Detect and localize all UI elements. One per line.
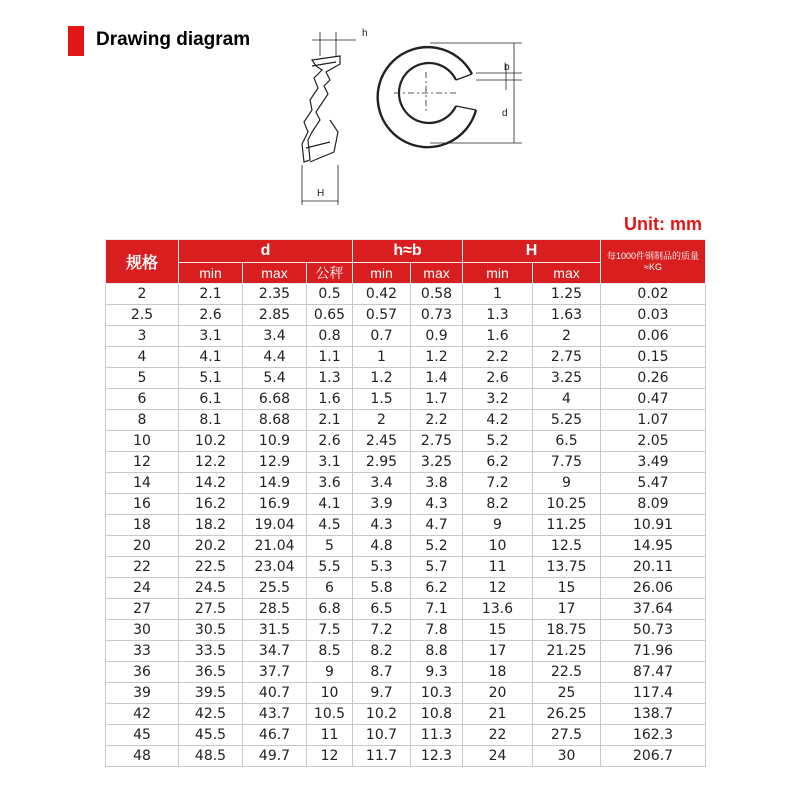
table-cell: 23.04 [243, 557, 307, 578]
table-cell: 0.26 [601, 368, 706, 389]
table-cell: 18 [106, 515, 179, 536]
table-cell: 9 [533, 473, 601, 494]
table-cell: 0.15 [601, 347, 706, 368]
table-cell: 7.2 [353, 620, 411, 641]
table-cell: 0.7 [353, 326, 411, 347]
table-cell: 2.6 [463, 368, 533, 389]
table-row [106, 683, 706, 704]
table-cell: 206.7 [601, 746, 706, 767]
table-cell: 1.7 [411, 389, 463, 410]
label-b: b [504, 62, 510, 73]
table-cell: 5.2 [463, 431, 533, 452]
table-cell: 10.2 [353, 704, 411, 725]
table-cell: 0.8 [307, 326, 353, 347]
table-row [106, 620, 706, 641]
table-cell: 15 [463, 620, 533, 641]
table-cell: 1.1 [307, 347, 353, 368]
table-cell: 0.42 [353, 284, 411, 305]
subheader-H-max: max [533, 263, 601, 284]
table-cell: 22.5 [533, 662, 601, 683]
page-title: Drawing diagram [96, 29, 251, 50]
title-accent-bar [68, 26, 84, 56]
table-cell: 4.7 [411, 515, 463, 536]
table-cell: 39.5 [179, 683, 243, 704]
table-cell: 17 [533, 599, 601, 620]
table-row [106, 326, 706, 347]
table-cell: 8.68 [243, 410, 307, 431]
table-cell: 5.2 [411, 536, 463, 557]
table-cell: 1.63 [533, 305, 601, 326]
table-row [106, 662, 706, 683]
table-cell: 12 [307, 746, 353, 767]
mass-header: 每1000件钢制品的质量≈KG [601, 240, 706, 284]
table-cell: 7.8 [411, 620, 463, 641]
table-cell: 28.5 [243, 599, 307, 620]
table-cell: 40.7 [243, 683, 307, 704]
table-cell: 42.5 [179, 704, 243, 725]
table-row [106, 410, 706, 431]
table-cell: 1.3 [307, 368, 353, 389]
table-cell: 26.06 [601, 578, 706, 599]
table-row [106, 725, 706, 746]
table-cell: 5.25 [533, 410, 601, 431]
table-cell: 8 [106, 410, 179, 431]
table-cell: 30.5 [179, 620, 243, 641]
table-cell: 22 [463, 725, 533, 746]
table-cell: 6 [106, 389, 179, 410]
table-cell: 5 [307, 536, 353, 557]
table-cell: 1 [463, 284, 533, 305]
table-cell: 11 [463, 557, 533, 578]
table-cell: 25 [533, 683, 601, 704]
table-cell: 2.2 [463, 347, 533, 368]
spring-washer-spec-table [105, 239, 706, 767]
table-cell: 10 [106, 431, 179, 452]
table-cell: 6.8 [307, 599, 353, 620]
table-cell: 2.05 [601, 431, 706, 452]
table-cell: 6.2 [463, 452, 533, 473]
table-cell: 8.09 [601, 494, 706, 515]
table-cell: 4.3 [411, 494, 463, 515]
table-cell: 4 [106, 347, 179, 368]
table-cell: 10.3 [411, 683, 463, 704]
table-cell: 12 [106, 452, 179, 473]
table-cell: 162.3 [601, 725, 706, 746]
table-cell: 8.5 [307, 641, 353, 662]
table-cell: 30 [106, 620, 179, 641]
table-cell: 21 [463, 704, 533, 725]
table-cell: 3.1 [179, 326, 243, 347]
table-row [106, 389, 706, 410]
table-cell: 4.1 [307, 494, 353, 515]
label-H: H [317, 188, 325, 199]
table-row [106, 284, 706, 305]
table-cell: 12.5 [533, 536, 601, 557]
table-row [106, 557, 706, 578]
table-cell: 8.8 [411, 641, 463, 662]
table-cell: 3.6 [307, 473, 353, 494]
table-cell: 5.7 [411, 557, 463, 578]
table-cell: 25.5 [243, 578, 307, 599]
table-cell: 10 [307, 683, 353, 704]
table-cell: 45 [106, 725, 179, 746]
table-cell: 2.35 [243, 284, 307, 305]
table-cell: 27.5 [179, 599, 243, 620]
table-cell: 3.4 [353, 473, 411, 494]
table-cell: 0.5 [307, 284, 353, 305]
table-row [106, 431, 706, 452]
table-cell: 17 [463, 641, 533, 662]
table-cell: 20 [106, 536, 179, 557]
table-cell: 3 [106, 326, 179, 347]
table-cell: 4.4 [243, 347, 307, 368]
table-cell: 2.1 [179, 284, 243, 305]
table-cell: 36.5 [179, 662, 243, 683]
subheader-d-max: max [243, 263, 307, 284]
table-cell: 2 [106, 284, 179, 305]
table-row [106, 368, 706, 389]
table-cell: 2.5 [106, 305, 179, 326]
table-cell: 10.9 [243, 431, 307, 452]
table-cell: 4.1 [179, 347, 243, 368]
table-cell: 27.5 [533, 725, 601, 746]
table-cell: 24 [463, 746, 533, 767]
table-cell: 6.2 [411, 578, 463, 599]
table-cell: 20 [463, 683, 533, 704]
table-cell: 1.6 [307, 389, 353, 410]
d-header: d [179, 240, 353, 263]
table-row [106, 515, 706, 536]
table-cell: 14.2 [179, 473, 243, 494]
table-cell: 24.5 [179, 578, 243, 599]
table-cell: 2 [533, 326, 601, 347]
table-cell: 12.9 [243, 452, 307, 473]
table-row [106, 347, 706, 368]
table-cell: 8.7 [353, 662, 411, 683]
table-cell: 5.3 [353, 557, 411, 578]
table-cell: 5.4 [243, 368, 307, 389]
table-cell: 5.8 [353, 578, 411, 599]
table-cell: 0.03 [601, 305, 706, 326]
table-cell: 2.75 [411, 431, 463, 452]
table-cell: 5.1 [179, 368, 243, 389]
table-cell: 4 [533, 389, 601, 410]
table-row [106, 452, 706, 473]
table-cell: 0.47 [601, 389, 706, 410]
table-cell: 16 [106, 494, 179, 515]
table-cell: 14 [106, 473, 179, 494]
table-row [106, 536, 706, 557]
table-cell: 6.1 [179, 389, 243, 410]
table-cell: 1.2 [353, 368, 411, 389]
table-cell: 117.4 [601, 683, 706, 704]
table-cell: 49.7 [243, 746, 307, 767]
table-cell: 87.47 [601, 662, 706, 683]
table-cell: 10.25 [533, 494, 601, 515]
table-row [106, 494, 706, 515]
table-cell: 3.25 [411, 452, 463, 473]
table-cell: 3.4 [243, 326, 307, 347]
table-cell: 5.5 [307, 557, 353, 578]
table-cell: 34.7 [243, 641, 307, 662]
spring-washer-diagram [290, 20, 530, 215]
table-row [106, 704, 706, 725]
table-cell: 16.9 [243, 494, 307, 515]
table-cell: 14.95 [601, 536, 706, 557]
table-cell: 19.04 [243, 515, 307, 536]
table-cell: 11.7 [353, 746, 411, 767]
table-cell: 0.06 [601, 326, 706, 347]
unit-label: Unit: mm [624, 214, 702, 234]
table-cell: 3.8 [411, 473, 463, 494]
table-cell: 1.4 [411, 368, 463, 389]
table-cell: 1.5 [353, 389, 411, 410]
table-cell: 37.7 [243, 662, 307, 683]
table-cell: 48.5 [179, 746, 243, 767]
table-cell: 1.3 [463, 305, 533, 326]
table-cell: 0.65 [307, 305, 353, 326]
table-cell: 4.2 [463, 410, 533, 431]
table-cell: 5.47 [601, 473, 706, 494]
table-cell: 36 [106, 662, 179, 683]
table-cell: 14.9 [243, 473, 307, 494]
table-cell: 7.75 [533, 452, 601, 473]
table-row [106, 305, 706, 326]
table-cell: 11.3 [411, 725, 463, 746]
table-cell: 9.7 [353, 683, 411, 704]
table-cell: 71.96 [601, 641, 706, 662]
table-cell: 27 [106, 599, 179, 620]
table-cell: 3.25 [533, 368, 601, 389]
table-cell: 20.2 [179, 536, 243, 557]
table-cell: 6.5 [353, 599, 411, 620]
table-cell: 50.73 [601, 620, 706, 641]
table-cell: 1 [353, 347, 411, 368]
subheader-d-min: min [179, 263, 243, 284]
table-cell: 2.45 [353, 431, 411, 452]
table-cell: 13.6 [463, 599, 533, 620]
table-cell: 6 [307, 578, 353, 599]
label-h: h [362, 28, 368, 39]
table-cell: 24 [106, 578, 179, 599]
table-cell: 37.64 [601, 599, 706, 620]
table-cell: 9 [307, 662, 353, 683]
table-cell: 4.8 [353, 536, 411, 557]
table-cell: 0.57 [353, 305, 411, 326]
table-cell: 11 [307, 725, 353, 746]
table-cell: 13.75 [533, 557, 601, 578]
table-cell: 22 [106, 557, 179, 578]
table-cell: 16.2 [179, 494, 243, 515]
subheader-H-min: min [463, 263, 533, 284]
table-cell: 2.6 [307, 431, 353, 452]
table-cell: 9 [463, 515, 533, 536]
table-cell: 10.8 [411, 704, 463, 725]
table-cell: 33 [106, 641, 179, 662]
table-cell: 2 [353, 410, 411, 431]
table-cell: 4.3 [353, 515, 411, 536]
table-cell: 42 [106, 704, 179, 725]
table-cell: 2.2 [411, 410, 463, 431]
table-cell: 138.7 [601, 704, 706, 725]
table-cell: 3.9 [353, 494, 411, 515]
table-cell: 10.7 [353, 725, 411, 746]
table-cell: 7.5 [307, 620, 353, 641]
table-cell: 2.75 [533, 347, 601, 368]
table-cell: 18 [463, 662, 533, 683]
table-cell: 43.7 [243, 704, 307, 725]
table-row [106, 578, 706, 599]
table-cell: 2.95 [353, 452, 411, 473]
table-cell: 4.5 [307, 515, 353, 536]
table-cell: 3.49 [601, 452, 706, 473]
table-cell: 10.91 [601, 515, 706, 536]
table-cell: 2.85 [243, 305, 307, 326]
table-cell: 11.25 [533, 515, 601, 536]
table-cell: 46.7 [243, 725, 307, 746]
washer-side-profile [302, 56, 340, 162]
table-body [106, 284, 706, 767]
table-cell: 33.5 [179, 641, 243, 662]
table-cell: 12 [463, 578, 533, 599]
table-cell: 30 [533, 746, 601, 767]
subheader-hb-min: min [353, 263, 411, 284]
table-cell: 31.5 [243, 620, 307, 641]
spec-header: 规格 [106, 240, 179, 284]
table-cell: 0.73 [411, 305, 463, 326]
table-cell: 3.1 [307, 452, 353, 473]
label-d: d [502, 108, 508, 119]
table-cell: 10.5 [307, 704, 353, 725]
table-cell: 5 [106, 368, 179, 389]
table-cell: 9.3 [411, 662, 463, 683]
table-row [106, 599, 706, 620]
table-cell: 18.75 [533, 620, 601, 641]
H-header: H [463, 240, 601, 263]
table-row [106, 746, 706, 767]
table-cell: 0.58 [411, 284, 463, 305]
table-cell: 7.2 [463, 473, 533, 494]
table-cell: 1.25 [533, 284, 601, 305]
table-cell: 22.5 [179, 557, 243, 578]
table-cell: 8.1 [179, 410, 243, 431]
table-cell: 20.11 [601, 557, 706, 578]
table-cell: 0.9 [411, 326, 463, 347]
table-cell: 21.25 [533, 641, 601, 662]
table-row [106, 473, 706, 494]
table-cell: 3.2 [463, 389, 533, 410]
table-cell: 39 [106, 683, 179, 704]
table-cell: 15 [533, 578, 601, 599]
table-cell: 10.2 [179, 431, 243, 452]
table-cell: 2.6 [179, 305, 243, 326]
table-cell: 1.6 [463, 326, 533, 347]
table-cell: 7.1 [411, 599, 463, 620]
table-cell: 0.02 [601, 284, 706, 305]
table-cell: 2.1 [307, 410, 353, 431]
table-cell: 8.2 [463, 494, 533, 515]
table-cell: 1.2 [411, 347, 463, 368]
subheader-d-nominal: 公秤 [307, 263, 353, 284]
table-cell: 12.3 [411, 746, 463, 767]
table-cell: 45.5 [179, 725, 243, 746]
table-cell: 8.2 [353, 641, 411, 662]
table-cell: 6.68 [243, 389, 307, 410]
table-cell: 26.25 [533, 704, 601, 725]
table-cell: 6.5 [533, 431, 601, 452]
table-cell: 21.04 [243, 536, 307, 557]
table-cell: 12.2 [179, 452, 243, 473]
table-cell: 18.2 [179, 515, 243, 536]
table-cell: 10 [463, 536, 533, 557]
subheader-hb-max: max [411, 263, 463, 284]
table-cell: 48 [106, 746, 179, 767]
hb-header: h≈b [353, 240, 463, 263]
table-cell: 1.07 [601, 410, 706, 431]
table-row [106, 641, 706, 662]
